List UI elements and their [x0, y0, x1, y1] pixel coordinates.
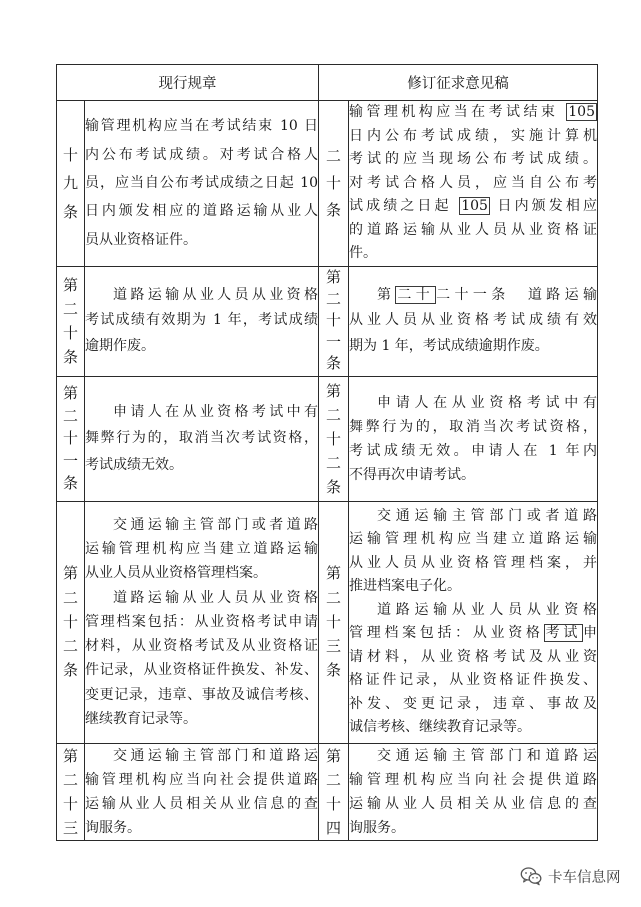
text-segment: 道路运输从业人员从业资格 — [113, 286, 318, 303]
revision-mark: 考试 — [545, 625, 582, 641]
text-segment: 管理档案包括：从业资格考试申请 — [85, 613, 318, 630]
article-row — [57, 101, 598, 267]
text-segment: 件。 — [349, 245, 377, 261]
text-segment: 考试成绩无效。申请人在 1 年内 — [349, 442, 597, 459]
text-line — [85, 586, 318, 610]
text-line — [349, 768, 597, 792]
text-line — [349, 505, 597, 529]
watermark-text: 卡车信息网 — [548, 869, 621, 886]
header-row — [57, 65, 598, 101]
text-line — [85, 768, 318, 792]
text-line — [349, 792, 597, 816]
table-header — [57, 65, 598, 101]
text-line — [85, 683, 318, 707]
text-segment: 材料，从业资格考试及从业资格证 — [85, 638, 318, 655]
text-segment: 日内公布考试成绩，实施计算机 — [349, 127, 597, 144]
text-segment: 输管理机构应当在考试结束 — [349, 104, 567, 120]
text-segment: 推进档案电子化。 — [349, 578, 461, 594]
text-line — [349, 125, 597, 149]
text-line — [85, 537, 318, 561]
text-line — [349, 693, 597, 717]
text-segment: 日内颁发相应 — [489, 198, 597, 214]
text-line — [349, 172, 597, 196]
current-rules-header: 现行规章 — [57, 65, 319, 101]
current-article-text-cell — [85, 101, 319, 267]
text-line — [349, 101, 597, 125]
text-line — [85, 399, 318, 426]
text-line — [349, 463, 597, 487]
current-article-number-cell — [57, 743, 85, 840]
text-segment: 考试成绩有效期为 1 年，考试成绩 — [85, 312, 318, 329]
text-segment: 补发、变更记录，违章、事故及 — [349, 695, 597, 712]
text-line — [349, 391, 597, 415]
text-segment: 交通运输主管部门和道路运 — [113, 747, 318, 764]
text-segment: 从业人员从业资格管理档案，并 — [349, 554, 597, 571]
text-segment: 件记录，从业资格证件换发、补发、 — [85, 662, 318, 679]
text-line — [85, 792, 318, 816]
text-line — [85, 425, 318, 452]
text-segment: 不得再次申请考试。 — [349, 466, 475, 483]
text-line — [85, 658, 318, 682]
article-row — [57, 743, 598, 840]
draft-article-text-cell — [349, 266, 598, 376]
text-line — [349, 622, 597, 646]
text-line — [349, 334, 597, 360]
wechat-icon — [520, 866, 542, 886]
current-article-text-cell — [85, 743, 319, 840]
current-article-number-cell — [57, 101, 85, 267]
text-line — [85, 452, 318, 479]
text-line — [349, 552, 597, 576]
text-segment: 考试成绩无效。 — [85, 456, 183, 473]
draft-article-number: 二十条 — [325, 146, 341, 219]
current-article-number: 第二十二条 — [62, 564, 78, 680]
text-line — [85, 283, 318, 309]
draft-article-number-cell — [319, 376, 349, 501]
draft-article-number-cell — [319, 743, 349, 840]
current-article-number-cell — [57, 501, 85, 743]
text-segment: 运输从业人员相关从业信息的查 — [349, 795, 597, 812]
text-segment: 诚信考核、继续教育记录等。 — [349, 719, 531, 735]
text-line — [85, 197, 318, 225]
draft-article-number: 第二十一条 — [325, 268, 341, 373]
text-segment: 舞弊行为的，取消当次考试资格， — [85, 430, 318, 447]
text-line — [85, 112, 318, 140]
draft-article-number: 第二十三条 — [325, 564, 341, 680]
draft-article-text-cell — [349, 743, 598, 840]
text-segment: 输管理机构应当在考试结束 10 日 — [85, 118, 318, 135]
article-row — [57, 501, 598, 743]
text-line — [349, 816, 597, 840]
draft-article-number-cell — [319, 501, 349, 743]
draft-article-text-cell — [349, 101, 598, 267]
text-line — [349, 195, 597, 219]
revision-mark: 二十 — [397, 286, 435, 303]
text-segment: 交通运输主管部门或者道路 — [377, 507, 597, 524]
current-article-number-cell — [57, 376, 85, 501]
current-article-number-cell — [57, 266, 85, 376]
draft-article-number-cell — [319, 266, 349, 376]
text-segment: 变更记录，违章、事故及诚信考核、 — [85, 686, 318, 703]
revision-mark: 105 — [461, 198, 488, 214]
text-line — [85, 561, 318, 585]
text-segment: 申请人在从业资格考试中有 — [377, 394, 597, 411]
text-segment: 输管理机构应当向社会提供道路 — [349, 771, 597, 788]
text-line — [349, 575, 597, 599]
text-segment: 运输管理机构应当建立道路运输 — [349, 531, 597, 547]
text-segment: 员，应当自公布考试成绩之日起 10 — [85, 175, 318, 192]
text-segment: 从业人员从业资格管理档案。 — [85, 565, 267, 582]
text-line — [349, 669, 597, 693]
draft-article-text-cell — [349, 501, 598, 743]
text-segment: 管理档案包括：从业资格 — [349, 625, 544, 641]
text-segment: 考试的应当现场公布考试成绩。 — [349, 151, 597, 167]
draft-article-number: 第二十二条 — [325, 381, 341, 496]
text-segment: 员从业资格证件。 — [85, 231, 197, 248]
article-row — [57, 266, 598, 376]
watermark — [520, 865, 621, 887]
text-line — [349, 242, 597, 266]
text-segment: 申请人在从业资格考试中有 — [113, 403, 318, 420]
text-line — [85, 169, 318, 197]
current-article-text-cell — [85, 266, 319, 376]
text-line — [85, 610, 318, 634]
revision-mark: 105 — [568, 104, 595, 120]
current-article-text-cell — [85, 376, 319, 501]
text-segment: 道路运输从业人员从业资格 — [377, 601, 597, 618]
text-segment: 二十一条 道路运输 — [436, 286, 598, 303]
text-segment: 运输从业人员相关从业信息的查 — [85, 795, 318, 812]
text-segment: 询服务。 — [349, 819, 405, 836]
text-segment: 运输管理机构应当建立道路运输 — [85, 540, 318, 557]
text-segment: 询服务。 — [85, 819, 141, 836]
current-article-number: 第二十三 — [62, 746, 78, 837]
text-segment: 输管理机构应当向社会提供道路 — [85, 771, 318, 788]
text-segment: 内公布考试成绩。对考试合格人 — [85, 146, 318, 163]
text-segment: 试成绩之日起 — [349, 198, 460, 214]
revision-draft-header: 修订征求意见稿 — [319, 65, 598, 101]
text-line — [349, 308, 597, 334]
text-line — [349, 646, 597, 670]
text-line — [349, 528, 597, 552]
text-line — [85, 334, 318, 360]
draft-article-number: 第二十四 — [325, 746, 341, 837]
text-line — [85, 744, 318, 768]
text-line — [349, 716, 597, 740]
text-line — [349, 744, 597, 768]
text-line — [349, 148, 597, 172]
text-segment: 请材料，从业资格考试及从业资 — [349, 648, 597, 665]
text-segment: 交通运输主管部门或者道路 — [113, 516, 318, 533]
text-segment: 日内颁发相应的道路运输从业人 — [85, 203, 318, 220]
text-line — [349, 219, 597, 243]
text-line — [85, 308, 318, 334]
text-segment: 交通运输主管部门和道路运 — [377, 747, 597, 764]
current-article-number: 第二十条 — [62, 276, 78, 366]
text-segment: 格证件记录，从业资格证件换发、 — [349, 672, 597, 688]
text-line — [85, 707, 318, 731]
article-row — [57, 376, 598, 501]
text-segment: 道路运输从业人员从业资格 — [113, 589, 318, 606]
text-segment: 期为 1 年，考试成绩逾期作废。 — [349, 337, 549, 354]
text-line — [85, 816, 318, 840]
text-segment: 逾期作废。 — [85, 337, 155, 354]
regulation-comparison-table — [56, 64, 598, 841]
draft-article-text-cell — [349, 376, 598, 501]
text-line — [349, 439, 597, 463]
text-line — [85, 226, 318, 254]
current-article-number: 十九条 — [62, 145, 78, 221]
current-article-text-cell — [85, 501, 319, 743]
text-segment: 对考试合格人员，应当自公布考 — [349, 174, 597, 191]
text-line — [349, 415, 597, 439]
text-line — [85, 634, 318, 658]
text-segment: 的道路运输从业人员从业资格证 — [349, 221, 597, 238]
article-rows — [57, 101, 598, 841]
text-segment: 申 — [583, 625, 598, 641]
text-line — [349, 283, 597, 309]
text-segment: 舞弊行为的，取消当次考试资格， — [349, 418, 597, 435]
text-segment: 继续教育记录等。 — [85, 711, 197, 728]
text-segment: 从业人员从业资格考试成绩有效 — [349, 312, 597, 329]
text-line — [349, 599, 597, 623]
text-segment: 第 — [377, 286, 396, 303]
current-article-number: 第二十一条 — [62, 384, 78, 493]
text-line — [85, 141, 318, 169]
text-line — [85, 513, 318, 537]
draft-article-number-cell — [319, 101, 349, 267]
